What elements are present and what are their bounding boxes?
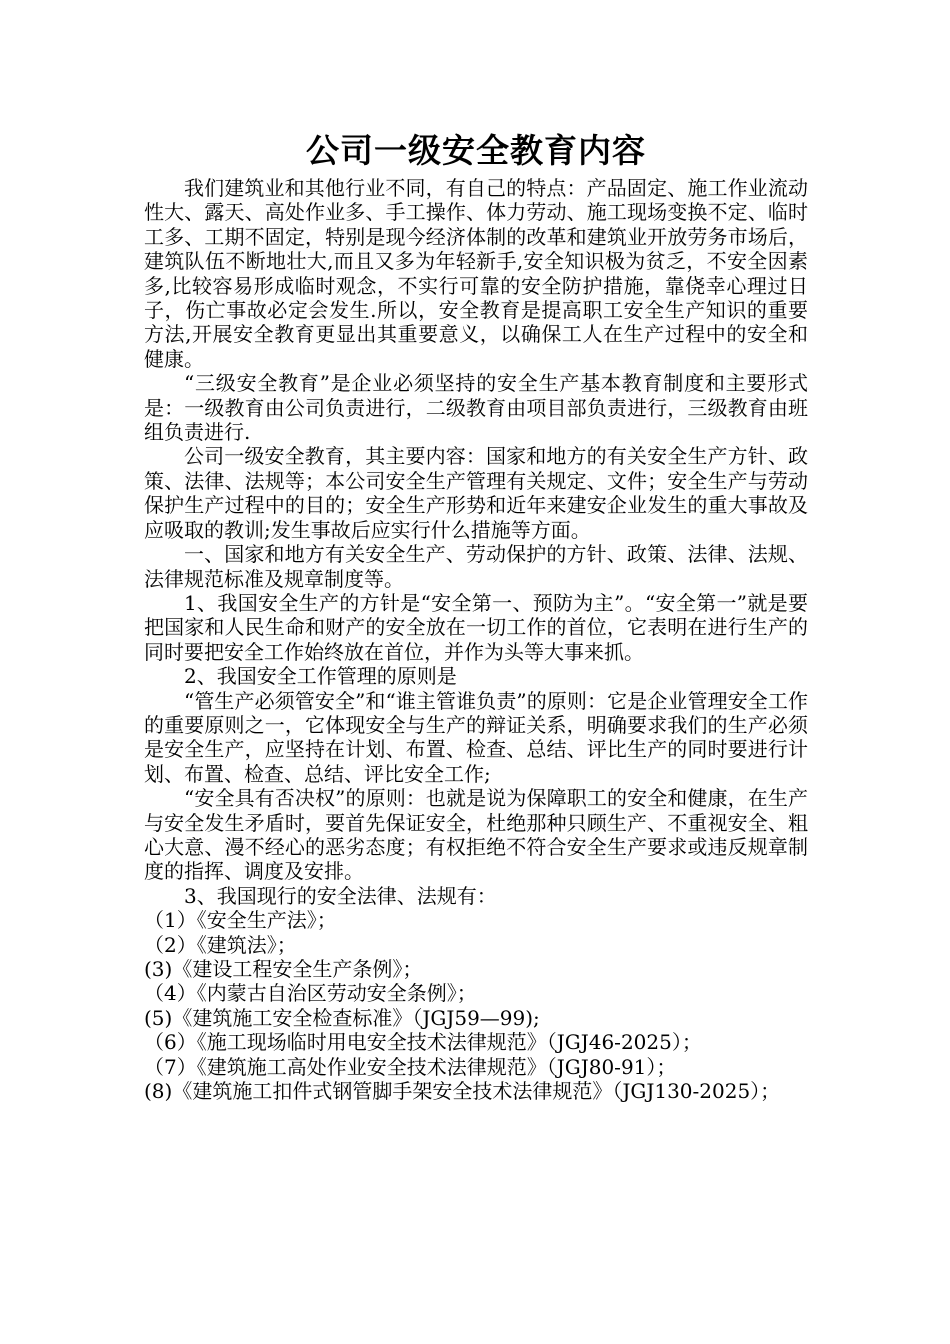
law-list	[144, 908, 808, 1103]
section-heading-1: 一、国家和地方有关安全生产、劳动保护的方针、政策、法律、法规、法律规范标准及规章制度等。	[144, 542, 808, 591]
paragraph-laws-heading: 3、我国现行的安全法律、法规有：	[184, 883, 497, 908]
paragraph-main-content: 公司一级安全教育，其主要内容：国家和地方的有关安全生产方针、政策、法律、法规等；本公司安全生产管理有关规定、文件；安全生产与劳动保护生产过程中的目的；安全生产形势和近年来建安企业发生的重大事故及应吸取的教训;发生事故后应实行什么措施等方面。	[144, 444, 808, 542]
paragraph-intro: 我们建筑业和其他行业不同，有自己的特点：产品固定、施工作业流动性大、露天、高处作业多、手工操作、体力劳动、施工现场变换不定、临时工多、工期不固定，特别是现今经济体制的改革和建筑业开放劳务市场后，建筑队伍不断地壮大,而且又多为年轻新手,安全知识极为贫乏，不安全因素多,比较容易形成临时观念，不实行可靠的安全防护措施，靠侥幸心理过日子，伤亡事故必定会发生.所以，安全教育是提高职工安全生产知识的重要方法,开展安全教育更显出其重要意义，以确保工人在生产过程中的安全和健康。	[144, 176, 808, 371]
paragraph-principle-management: “管生产必须管安全”和“谁主管谁负责”的原则：它是企业管理安全工作的重要原则之一，它体现安全与生产的辩证关系，明确要求我们的生产必须是安全生产，应坚持在计划、布置、检查、总结、评比生产的同时要进行计划、布置、检查、总结、评比安全工作;	[144, 688, 808, 786]
list-item: (8)《建筑施工扣件式钢管脚手架安全技术法律规范》（JGJ130-2025）；	[144, 1079, 781, 1104]
list-item: （4）《内蒙古自治区劳动安全条例》；	[144, 981, 477, 1006]
paragraph-policy: 1、我国安全生产的方针是“安全第一、预防为主”。“安全第一”就是要把国家和人民生命和财产的安全放在一切工作的首位，它表明在进行生产的同时要把安全工作始终放在首位，并作为头等大事来抓。	[144, 590, 808, 664]
list-item: （7）《建筑施工高处作业安全技术法律规范》（JGJ80-91）；	[144, 1054, 677, 1079]
paragraph-three-level: “三级安全教育”是企业必须坚持的安全生产基本教育制度和主要形式是：一级教育由公司负责进行，二级教育由项目部负责进行，三级教育由班组负责进行.	[144, 371, 808, 445]
list-item: (5)《建筑施工安全检查标准》（JGJ59—99);	[144, 1005, 540, 1030]
list-item: （6）《施工现场临时用电安全技术法律规范》（JGJ46-2025）；	[144, 1030, 702, 1055]
paragraph-principle-heading: 2、我国安全工作管理的原则是	[184, 664, 457, 689]
list-item: (3)《建设工程安全生产条例》；	[144, 957, 423, 981]
document-page	[144, 128, 808, 1103]
document-title: 公司一级安全教育内容	[306, 131, 646, 170]
list-item: （2）《建筑法》；	[144, 932, 297, 957]
list-item: （1）《安全生产法》；	[144, 908, 337, 933]
paragraph-principle-veto: “安全具有否决权”的原则：也就是说为保障职工的安全和健康，在生产与安全发生矛盾时，要首先保证安全，杜绝那种只顾生产、不重视安全、粗心大意、漫不经心的恶劣态度；有权拒绝不符合安全生产要求或违反规章制度的指挥、调度及安排。	[144, 786, 808, 884]
